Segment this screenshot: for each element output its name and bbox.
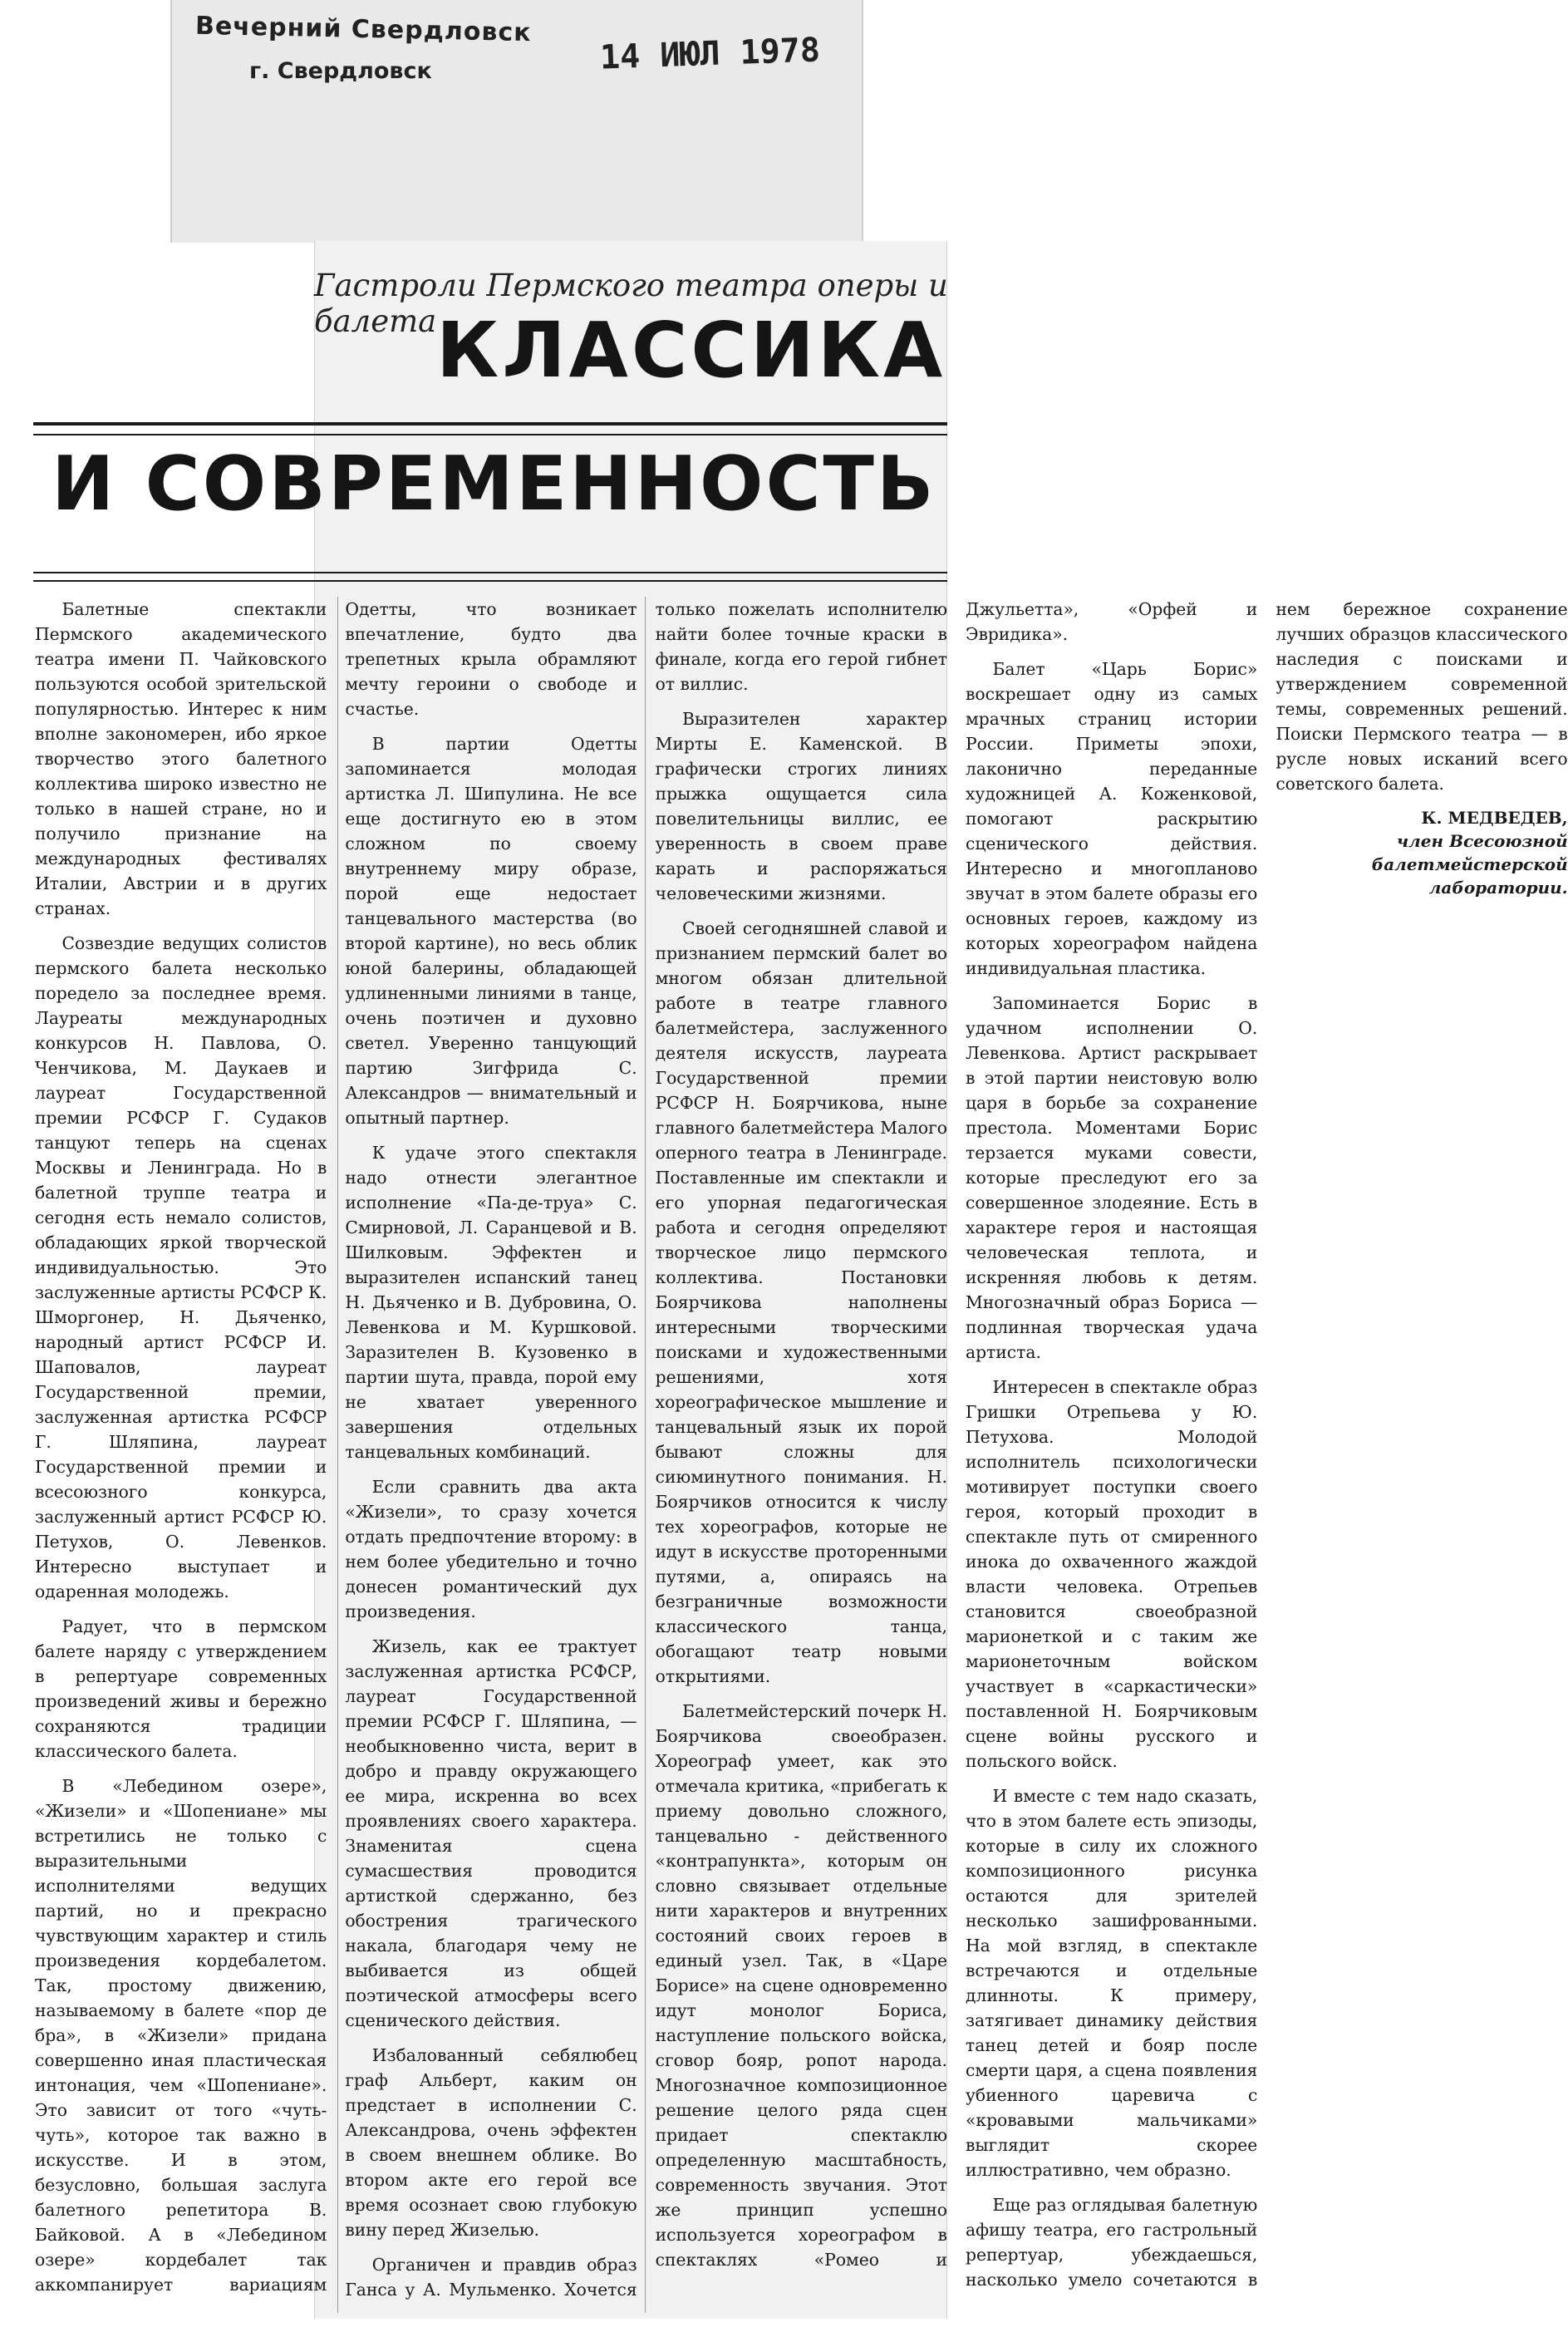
paragraph: Балетные спектакли Пермского академического театра имени П. Чайковского пользуются особой зрительской популярностью. Интерес к ним вполне закономерен, ибо яркое творчество этого балетного коллектива широко известно не только в нашей стране, но и получило признание на международных фестивалях Италии, Австрии и в других странах. — [35, 599, 327, 918]
paragraph: Интересен в спектакле образ Гришки Отрепьева у Ю. Петухова. Молодой исполнитель психологически мотивирует поступки своего героя, который проходит в спектакле путь от смиренного инока до охваченного жаждой власти человека. Отрепьев становится своеобразной марионеткой и с таким же марионеточным войском участвует в «саркастически» поставленной Н. Боярчиковым сцене войны русского и польского войск. — [965, 1377, 1258, 1771]
headline-line-2: И СОВРЕМЕННОСТЬ — [52, 440, 936, 528]
paragraph: И вместе с тем надо сказать, что в этом балете есть эпизоды, которые в силу их сложного композиционного рисунка остаются для зрителей несколько зашифрованными. На мой взгляд, в спектакле встречаются и отдельные длинноты. К примеру, затягивает динамику действия танец детей и бояр после смерти царя, а сцена появления убиенного царевича с «кровавыми мальчиками» выглядит скорее иллюстративно, чем образно. — [965, 1786, 1258, 2180]
paragraph: В «Лебедином озере», «Жизели» и «Шопениане» мы встретились не только с выразительными исполнителями ведущих партий, но и прекрасно чувствующим характер и стиль произведения кордебалетом. Так, простому движению, называемому в балете «пор де бра», в «Жизели» придана совершенно иная пластическая интонация, чем «Шопениане». Это зависит от того «чуть-чуть», которое так важно в искусстве. И в этом, безусловно, большая заслуга балетного репетитора В. Байковой. А в «Лебедином озере» кордебалет так аккомпанирует вариациям Одетты, что возникает впечатление, будто два трепетных крыла обрамляют мечту героини о свободе и счастье. — [35, 599, 637, 2295]
paragraph: Радует, что в пермском балете наряду с утверждением в репертуаре современных произведений живы и бережно сохраняются традиции классического балета. — [35, 1616, 327, 1761]
paragraph: Еще раз оглядывая балетную афишу театра, его гастрольный репертуар, убеждаешься, насколько умело сочетаются в нем бережное сохранение лучших образцов классического наследия с поисками и утверждением современной темы, современных решений. Поиски Пермского театра — в русле новых исканий всего советского балета. — [965, 599, 1568, 2290]
headline-rule-top — [33, 422, 947, 435]
newspaper-stamp-name: Вечерний Свердловск — [194, 11, 532, 48]
paragraph: Избалованный себялюбец граф Альберт, каким он предстает в исполнении С. Александрова, очень эффектен в своем внешнем облике. Во втором акте его герой все время осознает свою глубокую вину перед Жизелью. — [345, 2045, 637, 2240]
paragraph: Запоминается Борис в удачном исполнении О. Левенкова. Артист раскрывает в этой партии неистовую волю царя в борьбе за сохранение престола. Моментами Борис терзается муками совести, которые преследуют его за совершенное злодеяние. Есть в характере героя и настоящая человеческая теплота, и искренняя любовь к детям. Многозначный образ Бориса — подлинная творческая удача артиста. — [965, 993, 1258, 1362]
paragraph: Органичен и правдив образ Ганса у А. Мульменко. Хочется только пожелать исполнителю найти более точные краски в финале, когда его герой гибнет от виллис. — [345, 599, 947, 2300]
headline-rule-bottom — [33, 572, 947, 582]
date-stamp: 14 ИЮЛ 1978 — [599, 31, 821, 77]
article-body — [35, 597, 1568, 2313]
author-name: К. МЕДВЕДЕВ, — [1421, 808, 1568, 828]
paragraph: В партии Одетты запоминается молодая артистка Л. Шипулина. Не все еще достигнуто ею в этом сложном по своему внутреннему миру образе, порой еще недостает танцевального мастерства (во второй картине), но весь облик юной балерины, обладающей удлиненными линиями в танце, очень поэтичен и духовно светел. Уверенно танцующий партию Зигфрида С. Александров — внимательный и опытный партнер. — [345, 734, 637, 1128]
paragraph: Если сравнить два акта «Жизели», то сразу хочется отдать предпочтение второму: в нем более убедительно и точно донесен романтический дух произведения. — [345, 1477, 637, 1621]
paragraph: Балет «Царь Борис» воскрешает одну из самых мрачных страниц истории России. Приметы эпохи, лаконично переданные художницей А. Коженковой, помогают раскрытию сценического действия. Интересно и многопланово звучат в этом балете образы его основных героев, каждому из которых хореографом найдена индивидуальная пластика. — [965, 659, 1258, 978]
paragraph: Жизель, как ее трактует заслуженная артистка РСФСР, лауреат Государственной премии РСФСР Г. Шляпина, — необыкновенно чиста, верит в добро и правду окружающего ее мира, искренна во всех проявлениях своего характера. Знаменитая сцена сумасшествия проводится артисткой сдержанно, без обострения трагического накала, благодаря чему не выбивается из общей поэтической атмосферы всего сценического действия. — [345, 1636, 637, 2030]
rubric: Гастроли Пермского театра оперы и балета — [314, 268, 948, 339]
headline-line-1: КЛАССИКА — [436, 306, 946, 395]
paragraph: Своей сегодняшней славой и признанием пермский балет во многом обязан длительной работе в театре главного балетмейстера, заслуженного деятеля искусств, лауреата Государственной премии РСФСР Н. Боярчикова, ныне главного балетмейстера Малого оперного театра в Ленинграде. Поставленные им спектакли и его упорная педагогическая работа и сегодня определяют творческое лицо пермского коллектива. Постановки Боярчикова наполнены интересными творческими поисками и художественными решениями, хотя хореографическое мышление и танцевальный язык их порой бывают сложны для сиюминутного понимания. Н. Боярчиков относится к числу тех хореографов, которые не идут в искусстве проторенными путями, а, опираясь на безграничные возможности классического танца, обогащают театр новыми открытиями. — [655, 918, 947, 1686]
paragraph: Выразителен характер Мирты Е. Каменской. В графически строгих линиях прыжка ощущается сила повелительницы виллис, ее уверенность в своем праве карать и распоряжаться человеческими жизнями. — [655, 709, 947, 903]
newspaper-stamp-city: г. Свердловск — [249, 58, 432, 84]
paragraph: К удаче этого спектакля надо отнести элегантное исполнение «Па-де-труа» С. Смирновой, Л. Саранцевой и В. Шилковым. Эффектен и выразителен испанский танец Н. Дьяченко и В. Дубровина, О. Левенкова и М. Куршковой. Заразителен В. Кузовенко в партии шута, правда, порой ему не хватает уверенного завершения отдельных танцевальных комбинаций. — [345, 1143, 637, 1462]
signature — [1276, 806, 1567, 899]
author-affiliation: член Всесоюзной балетмейстерской лаборатории. — [1371, 831, 1568, 898]
paragraph: Созвездие ведущих солистов пермского балета несколько поредело за последнее время. Лауреаты международных конкурсов Н. Павлова, О. Ченчикова, М. Даукаев и лауреат Государственной премии РСФСР Г. Судаков танцуют теперь на сценах Москвы и Ленинграда. Но в балетной труппе театра и сегодня есть немало солистов, обладающих яркой творческой индивидуальностью. Это заслуженные артисты РСФСР К. Шморгонер, Н. Дьяченко, народный артист РСФСР И. Шаповалов, лауреат Государственной премии, заслуженная артистка РСФСР Г. Шляпина, лауреат Государственной премии и всесоюзного конкурса, заслуженный артист РСФСР Ю. Петухов, О. Левенков. Интересно выступает и одаренная молодежь. — [35, 933, 327, 1601]
paragraph: Балетмейстерский почерк Н. Боярчикова своеобразен. Хореограф умеет, как это отмечала критика, «прибегать к приему довольно сложного, танцевально - действенного «контрапункта», которым он словно связывает отдельные нити характеров и внутренних состояний своих героев в единый узел. Так, в «Царе Борисе» на сцене одновременно идут монолог Бориса, наступление польского войска, сговор бояр, ропот народа. Многозначное композиционное решение целого ряда сцен придает спектаклю определенную масштабность, современность звучания. Этот же принцип успешно используется хореографом в спектаклях «Ромео и Джульетта», «Орфей и Эвридика». — [655, 599, 1258, 2270]
